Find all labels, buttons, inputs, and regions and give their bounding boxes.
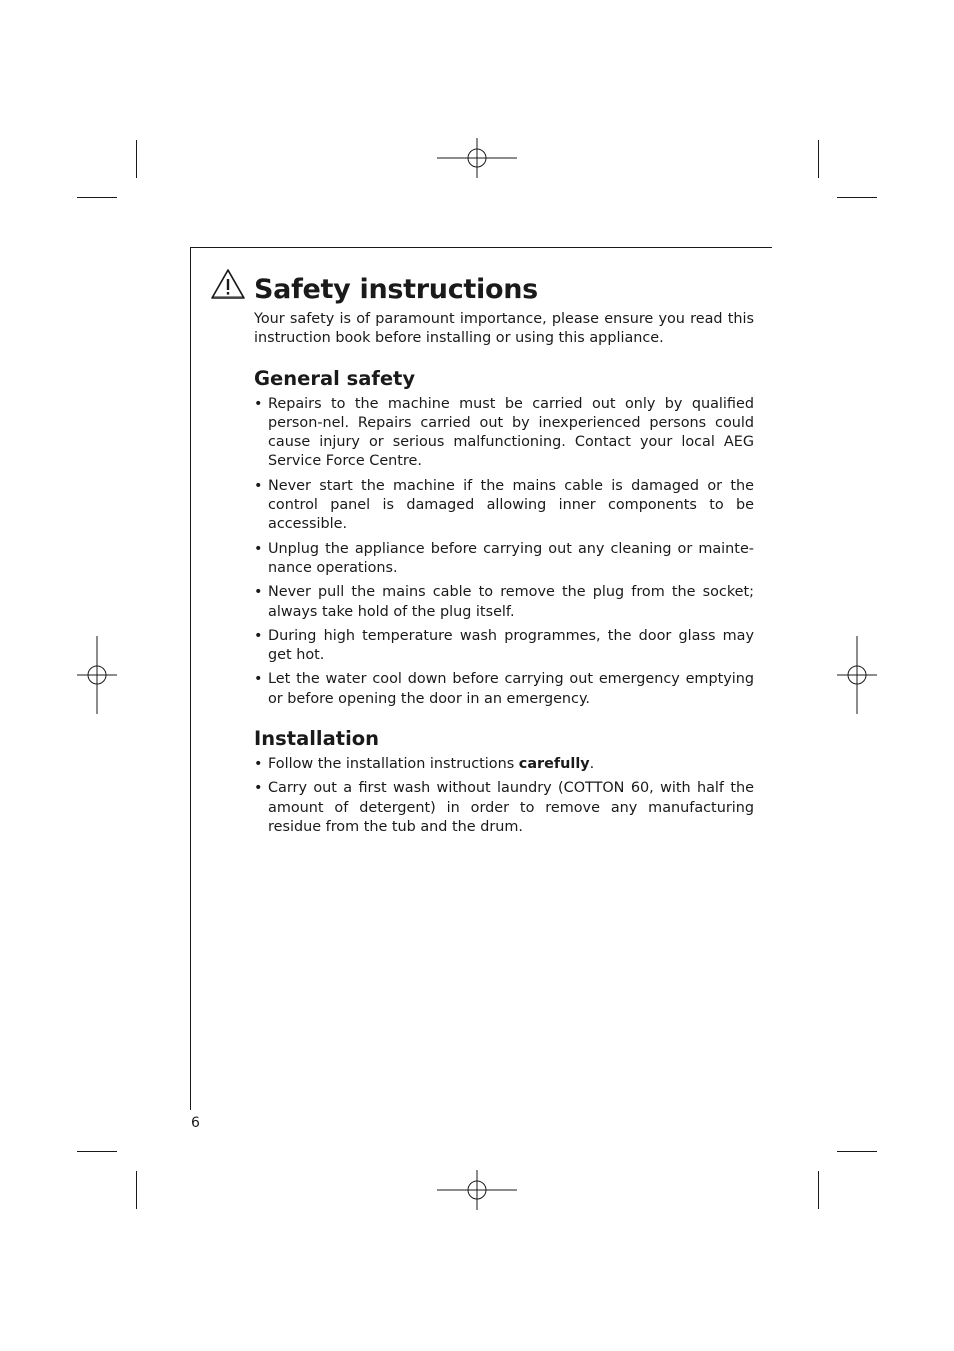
list-item-text: Carry out a first wash without laundry (COTTON 60, with half the amount of detergent) in order to remove any manufacturing residue from the tub and the drum.: [268, 780, 754, 835]
frame-left-rule: [190, 247, 191, 1110]
list-item-text: Never start the machine if the mains cable is damaged or the control panel is damaged allowing inner components to be accessible.: [268, 477, 754, 533]
list-item: • Let the water cool down before carrying out emergency emptying or before opening the door in an emergency.: [254, 671, 754, 707]
registration-mark-icon: [437, 1170, 517, 1210]
crop-mark: [136, 1171, 137, 1209]
intro-paragraph: Your safety is of paramount importance, please ensure you read this instruction book before installing or using this appliance.: [254, 311, 754, 347]
warning-triangle-icon: [210, 268, 246, 300]
main-content: [254, 272, 754, 842]
crop-mark: [818, 140, 819, 178]
list-item-emphasis: carefully: [518, 756, 590, 773]
list-item-text: Unplug the appliance before carrying out any cleaning or mainte-nance operations.: [268, 540, 754, 576]
crop-mark: [77, 197, 117, 198]
list-item: • Carry out a first wash without laundry (COTTON 60, with half the amount of detergent) in order to remove any manufacturing residue from the tub and the drum.: [254, 780, 754, 835]
list-item-text: Let the water cool down before carrying out emergency emptying or before opening the door in an emergency.: [268, 671, 754, 707]
registration-mark-icon: [437, 138, 517, 178]
crop-mark: [837, 197, 877, 198]
list-item-text-prefix: Follow the installation instructions: [268, 756, 519, 773]
installation-heading: Installation: [254, 727, 380, 751]
list-item: • Unplug the appliance before carrying out any cleaning or mainte-nance operations.: [254, 540, 754, 576]
list-item-text-suffix: .: [589, 756, 595, 773]
list-item: • Follow the installation instructions carefully.: [254, 756, 595, 773]
crop-mark: [837, 1151, 877, 1152]
registration-mark-icon: [77, 636, 117, 714]
frame-top-rule: [190, 247, 772, 248]
registration-mark-icon: [837, 636, 877, 714]
crop-mark: [77, 1151, 117, 1152]
crop-mark: [818, 1171, 819, 1209]
list-item: • During high temperature wash programmes, the door glass may get hot.: [254, 627, 754, 664]
page-title: Safety instructions: [254, 274, 538, 305]
list-item: • Never start the machine if the mains cable is damaged or the control panel is damaged allowing inner components to be accessible.: [254, 477, 754, 533]
crop-mark: [136, 140, 137, 178]
list-item: • Repairs to the machine must be carried out only by qualified person-nel. Repairs carried out by inexperienced persons could cause injury or serious malfunctioning. Contact your local AEG Service Force Centre.: [254, 395, 754, 470]
general-safety-list: [254, 395, 754, 709]
installation-list: [254, 755, 754, 837]
page-number: 6: [191, 1115, 200, 1131]
general-safety-heading: General safety: [254, 366, 416, 390]
list-item-text: Repairs to the machine must be carried out only by qualified person-nel. Repairs carried out by inexperienced persons could cause injury or serious malfunctioning. Contact your local AEG Service Force Centre.: [268, 395, 754, 470]
list-item-text: Never pull the mains cable to remove the plug from the socket; always take hold of the plug itself.: [268, 584, 754, 620]
list-item-text: During high temperature wash programmes, the door glass may get hot.: [268, 627, 754, 664]
list-item: • Never pull the mains cable to remove the plug from the socket; always take hold of the plug itself.: [254, 584, 754, 620]
